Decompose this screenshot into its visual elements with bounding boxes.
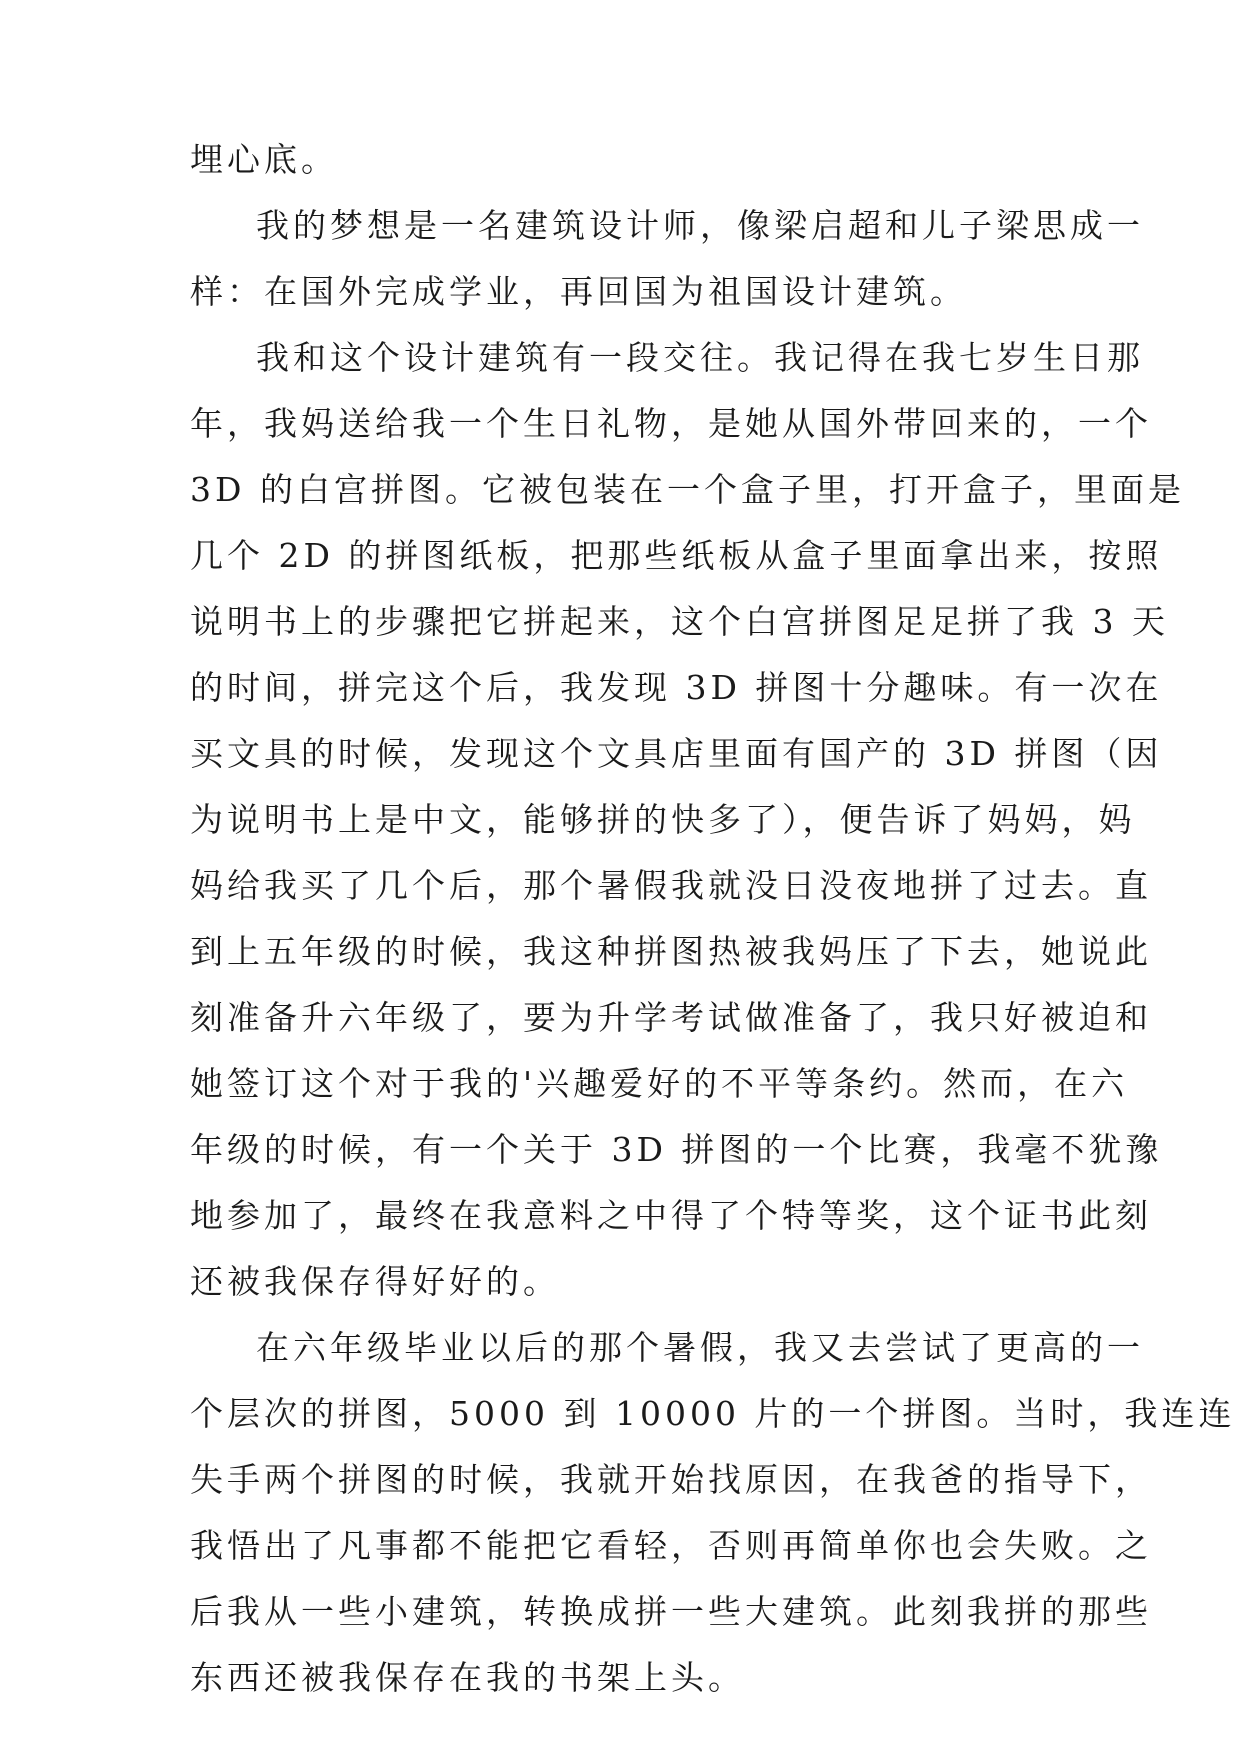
text-line: 东西还被我保存在我的书架上头。 (190, 1658, 745, 1697)
text-line: 妈给我买了几个后，那个暑假我就没日没夜地拼了过去。直 (190, 866, 1152, 905)
text-line: 我和这个设计建筑有一段交往。我记得在我七岁生日那 (256, 338, 1144, 377)
text-line: 的时间，拼完这个后，我发现 3D 拼图十分趣味。有一次在 (190, 668, 1163, 707)
text-line: 刻准备升六年级了，要为升学考试做准备了，我只好被迫和 (190, 998, 1152, 1037)
text-line: 失手两个拼图的时候，我就开始找原因，在我爸的指导下， (190, 1460, 1152, 1499)
text-line: 在六年级毕业以后的那个暑假，我又去尝试了更高的一 (256, 1328, 1144, 1367)
text-line: 为说明书上是中文，能够拼的快多了），便告诉了妈妈，妈 (190, 800, 1136, 839)
text-line: 后我从一些小建筑，转换成拼一些大建筑。此刻我拼的那些 (190, 1592, 1152, 1631)
text-line: 我悟出了凡事都不能把它看轻，否则再简单你也会失败。之 (190, 1526, 1152, 1565)
text-line: 年级的时候，有一个关于 3D 拼图的一个比赛，我毫不犹豫 (190, 1130, 1163, 1169)
text-line: 说明书上的步骤把它拼起来，这个白宫拼图足足拼了我 3 天 (190, 602, 1169, 641)
text-line: 我的梦想是一名建筑设计师，像梁启超和儿子梁思成一 (256, 206, 1144, 245)
text-line: 埋心底。 (190, 140, 338, 179)
text-line: 3D 的白宫拼图。它被包装在一个盒子里，打开盒子，里面是 (190, 470, 1185, 509)
text-line: 还被我保存得好好的。 (190, 1262, 560, 1301)
text-line: 个层次的拼图，5000 到 10000 片的一个拼图。当时，我连连 (190, 1394, 1236, 1433)
text-line: 地参加了，最终在我意料之中得了个特等奖，这个证书此刻 (190, 1196, 1152, 1235)
text-line: 买文具的时候，发现这个文具店里面有国产的 3D 拼图（因 (190, 734, 1163, 773)
text-line: 到上五年级的时候，我这种拼图热被我妈压了下去，她说此 (190, 932, 1152, 971)
text-line: 她签订这个对于我的'兴趣爱好的不平等条约。然而，在六 (190, 1064, 1129, 1103)
text-line: 年，我妈送给我一个生日礼物，是她从国外带回来的，一个 (190, 404, 1152, 443)
text-line: 几个 2D 的拼图纸板，把那些纸板从盒子里面拿出来，按照 (190, 536, 1163, 575)
text-line: 样：在国外完成学业，再回国为祖国设计建筑。 (190, 272, 967, 311)
